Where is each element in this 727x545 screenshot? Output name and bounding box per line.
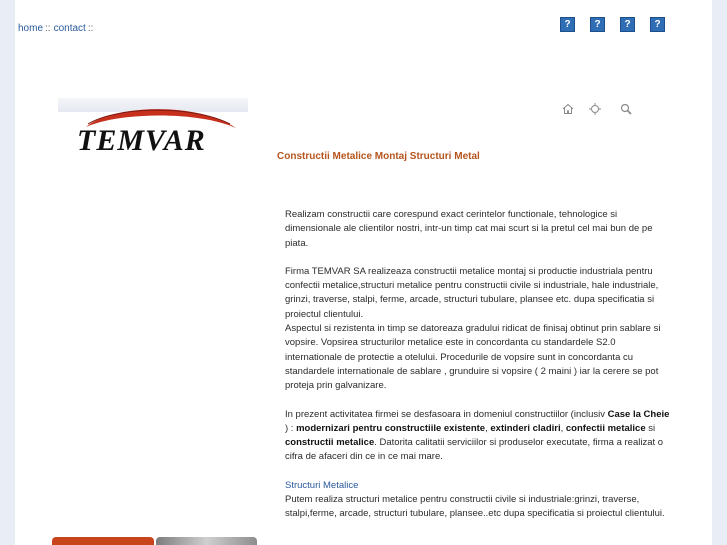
search-icon[interactable]: [619, 102, 633, 116]
activity-highlight: modernizari pentru constructiile existente: [296, 422, 486, 434]
activity-highlight: constructii metalice: [285, 437, 375, 449]
main-content: [285, 208, 670, 536]
logo-text: TEMVAR: [77, 124, 206, 157]
nav-contact-link[interactable]: contact: [53, 23, 86, 34]
activity-text: In prezent activitatea firmei se desfasoara in domeniul constructiilor (inclusiv: [285, 408, 608, 420]
crosshair-icon[interactable]: [588, 102, 602, 116]
right-border: [712, 0, 727, 545]
company-paragraph: [285, 265, 670, 394]
activity-highlight: Case la Cheie: [607, 408, 670, 420]
activity-text: si: [645, 422, 656, 434]
language-selector: [560, 17, 670, 32]
toolbar: [558, 102, 638, 118]
activity-text: ,: [560, 422, 566, 434]
activity-text: . Datorita calitatii serviciilor si produselor executate, firma a realizat o cifra de afaceri din ce in ce mai mare.: [285, 437, 664, 463]
activity-highlight: confectii metalice: [565, 422, 646, 434]
structuri-metalice-link[interactable]: Structuri Metalice: [285, 479, 359, 491]
nav-separator: ::: [87, 23, 94, 34]
structures-paragraph: [285, 479, 670, 522]
company-logo[interactable]: [58, 98, 255, 166]
nav-separator: ::: [45, 23, 51, 34]
page-title: Constructii Metalice Montaj Structuri Metal: [277, 151, 480, 162]
activity-text: ,: [485, 422, 491, 434]
top-navigation: [18, 23, 96, 34]
left-border: [0, 0, 15, 545]
activity-text: ) :: [285, 422, 297, 434]
language-flag-4[interactable]: ?: [650, 17, 665, 32]
language-flag-3[interactable]: ?: [620, 17, 635, 32]
language-flag-2[interactable]: ?: [590, 17, 605, 32]
activity-highlight: extinderi cladiri: [490, 422, 561, 434]
intro-paragraph: Realizam constructii care corespund exact cerintelor functionale, tehnologice si dimensionale ale clientilor nostri, intr-un timp cat mai scurt si la pretul cel mai bun de pe piata.: [285, 209, 653, 249]
activity-paragraph: [285, 408, 670, 465]
bottom-banner-left[interactable]: [52, 537, 154, 545]
bottom-banner-right[interactable]: [156, 537, 257, 545]
company-description: Firma TEMVAR SA realizeaza constructii metalice montaj si productie industriala pentru confectii metalice,structuri metalice pentru constructii civile si industriale, hale industriale, grinzi, traverse, stalpi, ferme, arcade, structuri tubulare, plansee etc. dupa specificatia si proiectul clientului.: [285, 265, 659, 320]
finish-description: Aspectul si rezistenta in timp se datoreaza gradului ridicat de finisaj obtinut prin sablare si vopsire. Vopsirea structurilor metalice este in concordanta cu standardele S2.0 internationale de protectie a otelului. Procedurile de vopsire sunt in concordanta cu standardele internationale de sablare , grunduire si vopsire ( 2 maini ) iar la cerere se pot proteja prin galvanizare.: [285, 323, 661, 392]
home-icon[interactable]: [561, 102, 575, 116]
language-flag-1[interactable]: ?: [560, 17, 575, 32]
nav-home-link[interactable]: home: [18, 23, 44, 34]
structures-description: Putem realiza structuri metalice pentru constructii civile si industriale:grinzi, traverse, stalpi,ferme, arcade, structuri tubulare, plansee..etc dupa specificatia si proiectul clientului.: [285, 494, 665, 520]
